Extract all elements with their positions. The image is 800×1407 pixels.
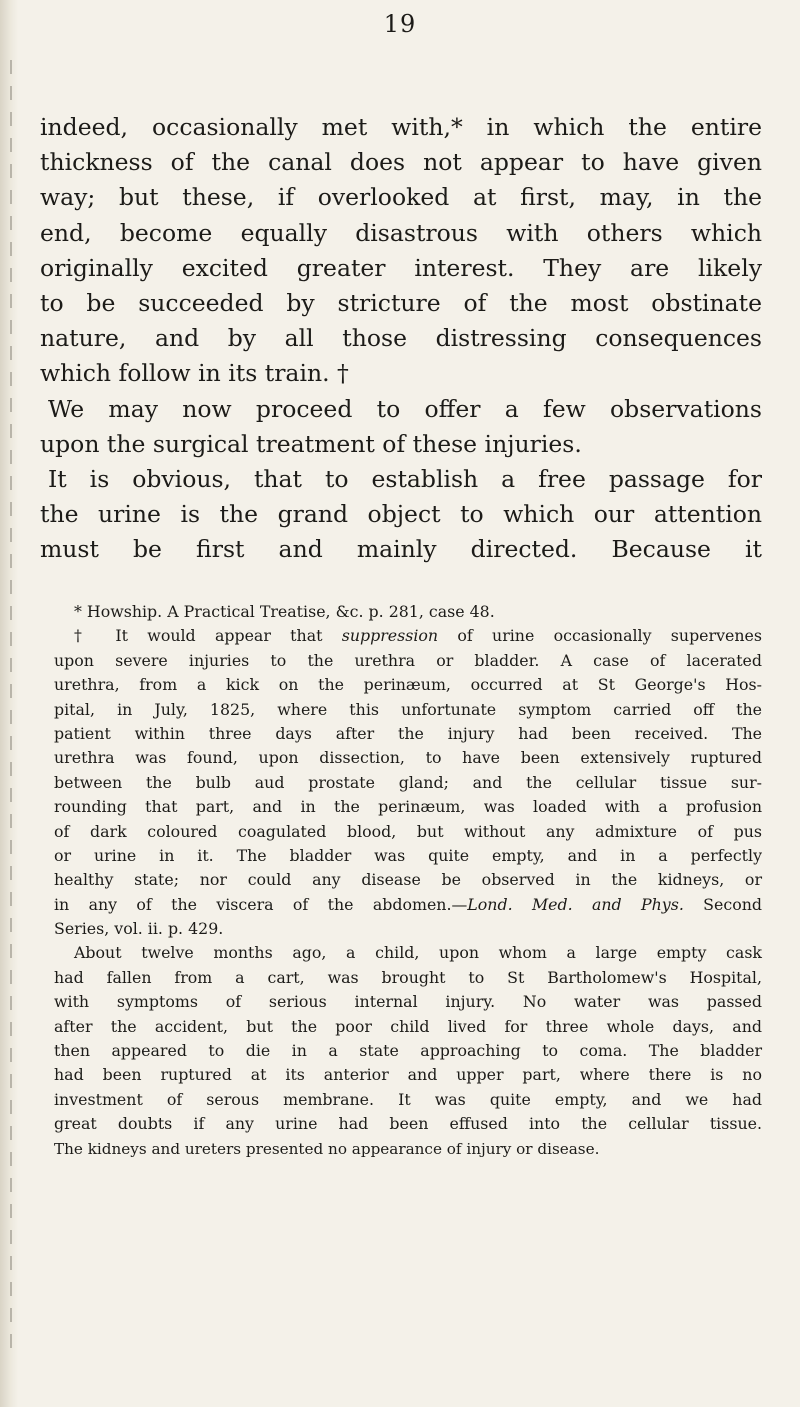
body-line: must be first and mainly directed. Because it [40, 535, 762, 564]
footnote-line: with symptoms of serious internal injury. No water was passed [54, 992, 762, 1012]
footnote-line: Series, vol. ii. p. 429. [54, 919, 224, 939]
page-number: 19 [383, 10, 417, 38]
footnote-line: great doubts if any urine had been effused into the cellular tissue. [54, 1114, 762, 1134]
body-line: end, become equally disastrous with others which [40, 218, 762, 247]
footnote-line: between the bulb aud prostate gland; and the cellular tissue sur- [54, 772, 762, 792]
body-line: We may now proceed to offer a few observations [48, 394, 762, 423]
body-line: way; but these, if overlooked at first, may, in the [40, 183, 762, 212]
footnote-line: then appeared to die in a state approaching to coma. The bladder [54, 1041, 762, 1061]
footnote-line: * Howship. A Practical Treatise, &c. p. 281, case 48. [74, 602, 495, 621]
page-gutter-shadow [0, 0, 18, 1407]
body-line: upon the surgical treatment of these injuries. [40, 429, 582, 458]
footnote-line: in any of the viscera of the abdomen.—Lond. Med. and Phys. Second [54, 894, 762, 914]
binding-edge [10, 60, 12, 1360]
body-line: originally excited greater interest. They are likely [40, 253, 762, 282]
footnote-line: upon severe injuries to the urethra or bladder. A case of lacerated [54, 650, 762, 670]
italic-phrase: Lond. Med. and Phys. [467, 894, 684, 914]
footnote-line: of dark coloured coagulated blood, but without any admixture of pus [54, 821, 762, 841]
footnotes-block [54, 600, 762, 1161]
footnote-line: had been ruptured at its anterior and upper part, where there is no [54, 1065, 762, 1085]
body-line: which follow in its train. † [40, 359, 349, 388]
body-line: thickness of the canal does not appear to have given [40, 148, 762, 177]
footnote-line: urethra, from a kick on the perinæum, occurred at St George's Hos- [54, 675, 762, 695]
footnote-line: About twelve months ago, a child, upon whom a large empty cask [74, 943, 762, 963]
body-line: the urine is the grand object to which our attention [40, 500, 762, 529]
footnote-line: had fallen from a cart, was brought to St Bartholomew's Hospital, [54, 967, 762, 987]
footnote-line: after the accident, but the poor child lived for three whole days, and [54, 1016, 762, 1036]
footnote-line: † It would appear that suppression of urine occasionally supervenes [74, 626, 762, 646]
body-line: indeed, occasionally met with,* in which the entire [40, 113, 762, 141]
footnote-line: or urine in it. The bladder was quite empty, and in a perfectly [54, 845, 762, 865]
italic-phrase: suppression [341, 626, 439, 646]
footnote-line: investment of serous membrane. It was quite empty, and we had [54, 1089, 762, 1109]
footnote-line: urethra was found, upon dissection, to have been extensively ruptured [54, 748, 762, 768]
footnote-line: healthy state; nor could any disease be observed in the kidneys, or [54, 870, 762, 890]
footnote-line: The kidneys and ureters presented no appearance of injury or disease. [54, 1139, 600, 1158]
body-line: It is obvious, that to establish a free passage for [48, 464, 762, 493]
footnote-line: rounding that part, and in the perinæum, was loaded with a profusion [54, 797, 762, 817]
body-line: nature, and by all those distressing consequences [40, 324, 762, 353]
body-line: to be succeeded by stricture of the most obstinate [40, 288, 762, 317]
footnote-line: pital, in July, 1825, where this unfortunate symptom carried off the [54, 699, 762, 719]
footnote-line: patient within three days after the injury had been received. The [54, 723, 762, 743]
main-text-block [40, 110, 762, 567]
